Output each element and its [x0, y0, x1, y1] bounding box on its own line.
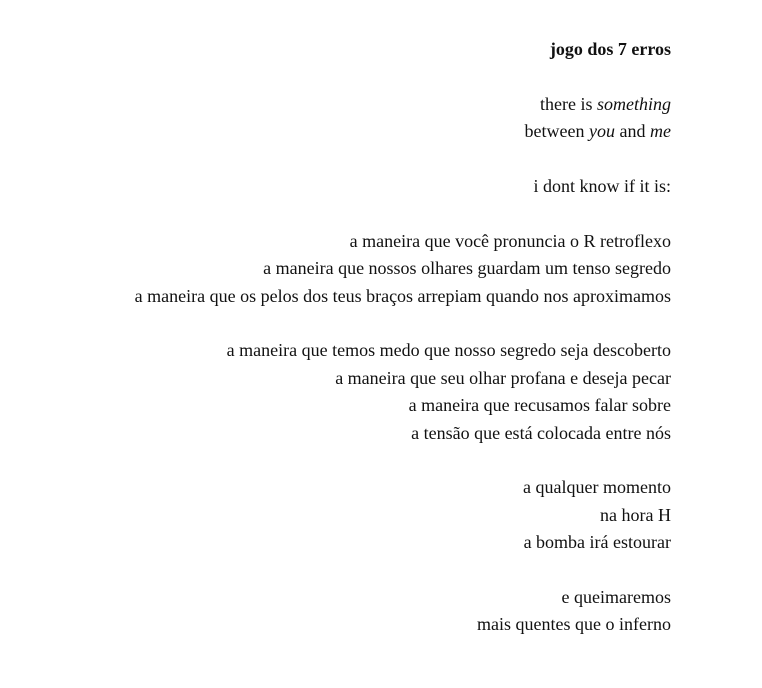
- poem-line: a maneira que temos medo que nosso segredo seja descoberto: [226, 340, 671, 361]
- stanza-6: [31, 584, 671, 639]
- poem-title: jogo dos 7 erros: [549, 39, 671, 59]
- poem-line: a maneira que nossos olhares guardam um tenso segredo: [263, 258, 671, 279]
- line-text-italic: something: [597, 93, 671, 114]
- poem-line: mais quentes que o inferno: [477, 614, 671, 635]
- stanza-4: [31, 337, 671, 447]
- poem-line: a bomba irá estourar: [523, 532, 671, 553]
- poem-line: a qualquer momento: [523, 477, 671, 498]
- line-text-italic: you: [589, 121, 615, 142]
- poem-line: a maneira que você pronuncia o R retroflexo: [349, 230, 671, 251]
- poem-line: a tensão que está colocada entre nós: [411, 422, 671, 443]
- stanza-1: [31, 91, 671, 146]
- poem-line: i dont know if it is:: [533, 176, 671, 196]
- stanza-2: [31, 173, 671, 200]
- stanza-5: [31, 474, 671, 556]
- poem-line: [31, 118, 671, 145]
- poem-line: [31, 91, 671, 118]
- poem-line: a maneira que os pelos dos teus braços arrepiam quando nos aproximamos: [134, 285, 671, 306]
- line-text: there is: [540, 93, 597, 114]
- poem: [31, 36, 671, 639]
- line-text-italic: me: [650, 121, 671, 142]
- stanza-3: [31, 228, 671, 310]
- line-text: and: [615, 121, 650, 142]
- poem-line: a maneira que recusamos falar sobre: [408, 395, 671, 416]
- poem-line: na hora H: [600, 504, 671, 525]
- poem-line: a maneira que seu olhar profana e deseja pecar: [335, 367, 671, 388]
- line-text: between: [524, 121, 589, 142]
- poem-line: e queimaremos: [561, 587, 671, 608]
